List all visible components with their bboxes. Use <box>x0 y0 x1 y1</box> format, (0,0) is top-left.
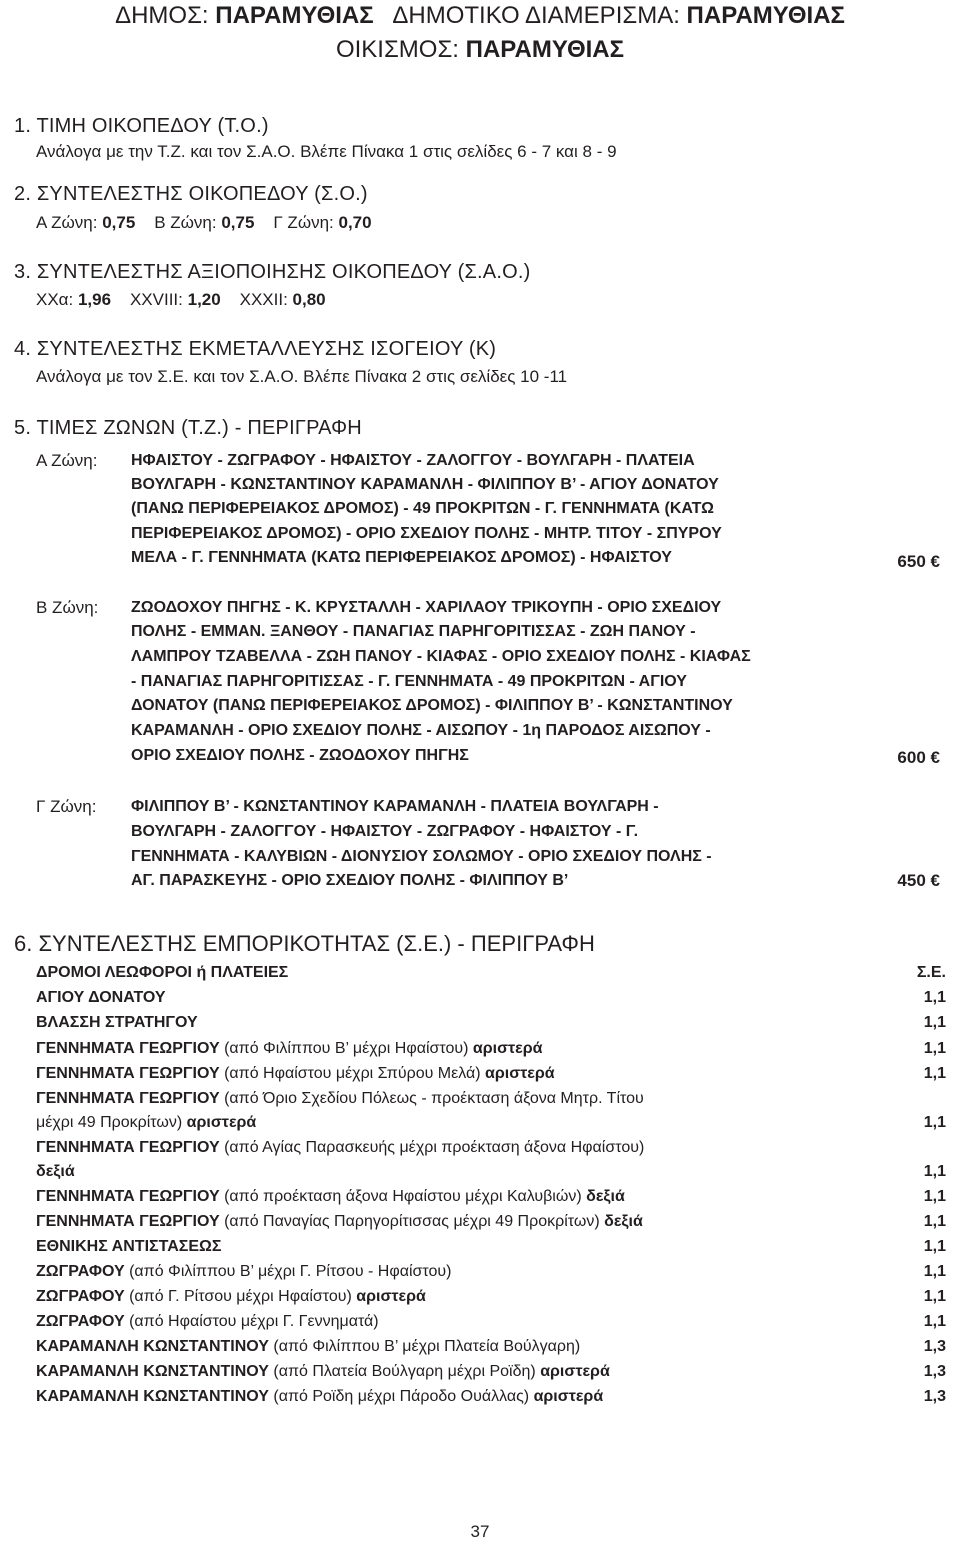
header-value-oikismos: ΠΑΡΑΜΥΘΙΑΣ <box>465 36 625 63</box>
se-row-side: δεξιά <box>586 1188 625 1205</box>
se-row-desc: (από Ηφαίστου μέχρι Σπύρου Μελά) <box>219 1065 486 1082</box>
zone-b-line: ΠΟΛΗΣ - ΕΜΜΑΝ. ΞΑΝΘΟΥ - ΠΑΝΑΓΙΑΣ ΠΑΡΗΓΟΡΙΤΙΣΣΑΣ - ΖΩΗ ΠΑΝΟΥ - <box>131 623 696 640</box>
col-se-header: Σ.Ε. <box>916 964 946 981</box>
se-row-name: ΖΩΓΡΑΦΟΥ <box>36 1263 125 1280</box>
s2-key-a: Α Ζώνη: <box>36 213 98 232</box>
se-row-side: δεξιά <box>36 1163 75 1180</box>
zone-a-price <box>897 552 940 572</box>
se-row-value: 1,1 <box>923 1288 946 1305</box>
section-3-title: 3. ΣΥΝΤΕΛΕΣΤΗΣ ΑΞΙΟΠΟΙΗΣΗΣ ΟΙΚΟΠΕΔΟΥ (Σ.Α.Ο.) <box>14 261 531 283</box>
se-row-side: αριστερά <box>485 1065 555 1082</box>
se-row-side: αριστερά <box>472 1040 543 1057</box>
zone-b-line: ΛΑΜΠΡΟΥ ΤΖΑΒΕΛΛΑ - ΖΩΗ ΠΑΝΟΥ - ΚΙΑΦΑΣ - ΟΡΙΟ ΣΧΕΔΙΟΥ ΠΟΛΗΣ - ΚΙΑΦΑΣ <box>131 648 751 665</box>
zone-a-line: ΒΟΥΛΓΑΡΗ - ΚΩΝΣΤΑΝΤΙΝΟΥ ΚΑΡΑΜΑΝΛΗ - ΦΙΛΙΠΠΟΥ Β’ - ΑΓΙΟΥ ΔΟΝΑΤΟΥ <box>131 476 719 493</box>
zone-b-line: ΚΑΡΑΜΑΝΛΗ - ΟΡΙΟ ΣΧΕΔΙΟΥ ΠΟΛΗΣ - ΑΙΣΩΠΟΥ - 1η ΠΑΡΟΔΟΣ ΑΙΣΩΠΟΥ - <box>131 722 711 739</box>
se-row-side: αριστερά <box>356 1288 426 1305</box>
section-4-text: Ανάλογα με τον Σ.Ε. και τον Σ.Α.Ο. Βλέπε Πίνακα 2 στις σελίδες 10 -11 <box>36 367 568 386</box>
se-row-value: 1,1 <box>923 1163 946 1180</box>
zone-b-price-value: 600 <box>897 748 926 767</box>
header-line-2 <box>0 36 960 64</box>
se-row <box>36 1188 946 1206</box>
se-table-header <box>36 964 946 982</box>
s3-key-a: XXα: <box>36 290 74 309</box>
zone-a-label: Α Ζώνη: <box>36 451 98 470</box>
se-row-name: ΖΩΓΡΑΦΟΥ <box>36 1288 125 1305</box>
s2-val-b: 0,75 <box>221 213 255 232</box>
se-row-name: ΚΑΡΑΜΑΝΛΗ ΚΩΝΣΤΑΝΤΙΝΟΥ <box>36 1388 269 1405</box>
se-row-continued <box>36 1163 946 1181</box>
se-row-continued <box>36 1114 946 1132</box>
se-row <box>36 1090 946 1108</box>
se-row-desc: (από Ηφαίστου μέχρι Γ. Γεννηματά) <box>124 1313 379 1330</box>
zone-b-price <box>897 748 940 768</box>
se-row <box>36 1313 946 1331</box>
se-row-desc: (από Φιλίππου Β’ μέχρι Γ. Ρίτσου - Ηφαίστου) <box>124 1263 452 1280</box>
zone-b-line: ΔΟΝΑΤΟΥ (ΠΑΝΩ ΠΕΡΙΦΕΡΕΙΑΚΟΣ ΔΡΟΜΟΣ) - ΦΙΛΙΠΠΟΥ Β’ - ΚΩΝΣΤΑΝΤΙΝΟΥ <box>131 697 733 714</box>
section-1-title: 1. ΤΙΜΗ ΟΙΚΟΠΕΔΟΥ (Τ.Ο.) <box>14 115 269 137</box>
se-row-name: ΖΩΓΡΑΦΟΥ <box>36 1313 125 1330</box>
se-row-desc: (από προέκταση άξονα Ηφαίστου μέχρι Καλυβιών) <box>219 1188 587 1205</box>
s3-val-b: 1,20 <box>187 290 221 309</box>
s3-key-b: XXVIII: <box>129 290 183 309</box>
se-row-desc: (από Ροϊδη μέχρι Πάροδο Ουάλλας) <box>268 1388 534 1405</box>
euro-icon: € <box>930 871 940 890</box>
section-2-values <box>36 213 372 233</box>
se-row-desc: (από Πλατεία Βούλγαρη μέχρι Ροϊδη) <box>268 1363 541 1380</box>
euro-icon: € <box>930 748 940 767</box>
header-value-diamerisma: ΠΑΡΑΜΥΘΙΑΣ <box>686 2 845 29</box>
s3-val-a: 1,96 <box>77 290 112 309</box>
se-row-side: αριστερά <box>186 1114 257 1131</box>
se-row-name: ΚΑΡΑΜΑΝΛΗ ΚΩΝΣΤΑΝΤΙΝΟΥ <box>36 1363 269 1380</box>
se-row-name: ΑΓΙΟΥ ΔΟΝΑΤΟΥ <box>36 989 166 1006</box>
page-number: 37 <box>470 1522 490 1541</box>
se-row <box>36 1338 946 1356</box>
zone-c-price-value: 450 <box>897 871 926 890</box>
se-row-name: ΓΕΝΝΗΜΑΤΑ ΓΕΩΡΓΙΟΥ <box>36 1090 220 1107</box>
header-line-1 <box>0 2 960 30</box>
se-row-name: ΓΕΝΝΗΜΑΤΑ ΓΕΩΡΓΙΟΥ <box>36 1213 220 1230</box>
zone-b-line: - ΠΑΝΑΓΙΑΣ ΠΑΡΗΓΟΡΙΤΙΣΣΑΣ - Γ. ΓΕΝΝΗΜΑΤΑ - 49 ΠΡΟΚΡΙΤΩΝ - ΑΓΙΟΥ <box>131 673 687 690</box>
section-4-title: 4. ΣΥΝΤΕΛΕΣΤΗΣ ΕΚΜΕΤΑΛΛΕΥΣΗΣ ΙΣΟΓΕΙΟΥ (Κ) <box>14 338 497 360</box>
se-row <box>36 1065 946 1083</box>
se-row-side: αριστερά <box>540 1363 610 1380</box>
se-row-desc: (από Γ. Ρίτσου μέχρι Ηφαίστου) <box>124 1288 357 1305</box>
col-street-header: ΔΡΟΜΟΙ ΛΕΩΦΟΡΟΙ ή ΠΛΑΤΕΙΕΣ <box>36 964 289 981</box>
se-row-value: 1,1 <box>923 1040 946 1057</box>
se-row-name: ΕΘΝΙΚΗΣ ΑΝΤΙΣΤΑΣΕΩΣ <box>36 1238 222 1255</box>
section-1-text: Ανάλογα με την Τ.Ζ. και τον Σ.Α.Ο. Βλέπε Πίνακα 1 στις σελίδες 6 - 7 και 8 - 9 <box>36 142 617 161</box>
se-row <box>36 1014 946 1032</box>
s3-key-c: XXXII: <box>239 290 288 309</box>
s2-key-b: Β Ζώνη: <box>154 213 217 232</box>
se-row-name: ΓΕΝΝΗΜΑΤΑ ΓΕΩΡΓΙΟΥ <box>36 1188 220 1205</box>
section-2-title: 2. ΣΥΝΤΕΛΕΣΤΗΣ ΟΙΚΟΠΕΔΟΥ (Σ.Ο.) <box>14 183 368 205</box>
se-row-desc: (από Φιλίππου Β’ μέχρι Ηφαίστου) <box>219 1040 473 1057</box>
se-row-side: αριστερά <box>533 1388 604 1405</box>
se-row-side: δεξιά <box>604 1213 643 1230</box>
zone-a-line: ΠΕΡΙΦΕΡΕΙΑΚΟΣ ΔΡΟΜΟΣ) - ΟΡΙΟ ΣΧΕΔΙΟΥ ΠΟΛΗΣ - ΜΗΤΡ. ΤΙΤΟΥ - ΣΠΥΡΟΥ <box>131 525 722 542</box>
se-row-value: 1,1 <box>923 989 946 1006</box>
section-3-values <box>36 290 326 310</box>
se-row <box>36 1288 946 1306</box>
s2-key-c: Γ Ζώνη: <box>273 213 334 232</box>
s2-val-a: 0,75 <box>102 213 136 232</box>
zone-b-label: Β Ζώνη: <box>36 598 99 617</box>
se-row-value: 1,1 <box>923 1014 946 1031</box>
header-label-oikismos: ΟΙΚΙΣΜΟΣ: <box>335 36 459 63</box>
se-row-value: 1,1 <box>923 1313 946 1330</box>
zone-c-line: ΦΙΛΙΠΠΟΥ Β’ - ΚΩΝΣΤΑΝΤΙΝΟΥ ΚΑΡΑΜΑΝΛΗ - ΠΛΑΤΕΙΑ ΒΟΥΛΓΑΡΗ - <box>131 798 659 815</box>
se-row-value: 1,1 <box>923 1213 946 1230</box>
se-row-desc: (από Όριο Σχεδίου Πόλεως - προέκταση άξονα Μητρ. Τίτου <box>219 1090 644 1107</box>
se-row-desc: (από Παναγίας Παρηγορίτισσας μέχρι 49 Προκρίτων) <box>219 1213 605 1230</box>
s3-val-c: 0,80 <box>292 290 326 309</box>
se-row-value: 1,1 <box>923 1263 946 1280</box>
zone-a-line: ΗΦΑΙΣΤΟΥ - ΖΩΓΡΑΦΟΥ - ΗΦΑΙΣΤΟΥ - ΖΑΛΟΓΓΟΥ - ΒΟΥΛΓΑΡΗ - ΠΛΑΤΕΙΑ <box>131 452 695 469</box>
se-row-name: ΒΛΑΣΣΗ ΣΤΡΑΤΗΓΟΥ <box>36 1014 198 1031</box>
se-row-name: ΓΕΝΝΗΜΑΤΑ ΓΕΩΡΓΙΟΥ <box>36 1040 220 1057</box>
zone-b-line: ΖΩΟΔΟΧΟΥ ΠΗΓΗΣ - Κ. ΚΡΥΣΤΑΛΛΗ - ΧΑΡΙΛΑΟΥ ΤΡΙΚΟΥΠΗ - ΟΡΙΟ ΣΧΕΔΙΟΥ <box>131 599 722 616</box>
se-row <box>36 1363 946 1381</box>
zone-b-line: ΟΡΙΟ ΣΧΕΔΙΟΥ ΠΟΛΗΣ - ΖΩΟΔΟΧΟΥ ΠΗΓΗΣ <box>131 747 469 764</box>
zone-c-label: Γ Ζώνη: <box>36 797 97 816</box>
se-row-value: 1,1 <box>923 1114 946 1131</box>
se-row-value: 1,3 <box>923 1338 946 1355</box>
se-row-name: ΚΑΡΑΜΑΝΛΗ ΚΩΝΣΤΑΝΤΙΝΟΥ <box>36 1338 269 1355</box>
header-label-diamerisma: ΔΗΜΟΤΙΚΟ ΔΙΑΜΕΡΙΣΜΑ: <box>392 2 680 29</box>
section-5-title: 5. ΤΙΜΕΣ ΖΩΝΩΝ (Τ.Ζ.) - ΠΕΡΙΓΡΑΦΗ <box>14 417 362 439</box>
se-row <box>36 1139 946 1157</box>
zone-c-line: ΒΟΥΛΓΑΡΗ - ΖΑΛΟΓΓΟΥ - ΗΦΑΙΣΤΟΥ - ΖΩΓΡΑΦΟΥ - ΗΦΑΙΣΤΟΥ - Γ. <box>131 823 639 840</box>
se-row-value: 1,3 <box>923 1388 946 1405</box>
se-row <box>36 1040 946 1058</box>
se-row-desc: (από Αγίας Παρασκευής μέχρι προέκταση άξονα Ηφαίστου) <box>219 1139 645 1156</box>
s2-val-c: 0,70 <box>338 213 372 232</box>
se-row-value: 1,3 <box>923 1363 946 1380</box>
zone-c-line: ΓΕΝΝΗΜΑΤΑ - ΚΑΛΥΒΙΩΝ - ΔΙΟΝΥΣΙΟΥ ΣΟΛΩΜΟΥ - ΟΡΙΟ ΣΧΕΔΙΟΥ ΠΟΛΗΣ - <box>131 848 712 865</box>
se-row <box>36 1238 946 1256</box>
se-row <box>36 1388 946 1406</box>
se-row <box>36 1263 946 1281</box>
se-row-name: ΓΕΝΝΗΜΑΤΑ ΓΕΩΡΓΙΟΥ <box>36 1065 220 1082</box>
se-row-value: 1,1 <box>923 1065 946 1082</box>
se-row <box>36 989 946 1007</box>
zone-c-price <box>897 871 940 891</box>
se-row-name: ΓΕΝΝΗΜΑΤΑ ΓΕΩΡΓΙΟΥ <box>36 1139 220 1156</box>
se-row <box>36 1213 946 1231</box>
zone-a-line: ΜΕΛΑ - Γ. ΓΕΝΝΗΜΑΤΑ (ΚΑΤΩ ΠΕΡΙΦΕΡΕΙΑΚΟΣ ΔΡΟΜΟΣ) - ΗΦΑΙΣΤΟΥ <box>131 549 672 566</box>
section-6-title: 6. ΣΥΝΤΕΛΕΣΤΗΣ ΕΜΠΟΡΙΚΟΤΗΤΑΣ (Σ.Ε.) - ΠΕΡΙΓΡΑΦΗ <box>14 931 595 956</box>
se-row-desc-cont: μέχρι 49 Προκρίτων) <box>36 1114 187 1131</box>
euro-icon: € <box>930 552 940 571</box>
zone-a-line: (ΠΑΝΩ ΠΕΡΙΦΕΡΕΙΑΚΟΣ ΔΡΟΜΟΣ) - 49 ΠΡΟΚΡΙΤΩΝ - Γ. ΓΕΝΝΗΜΑΤΑ (ΚΑΤΩ <box>131 500 714 517</box>
zone-c-line: ΑΓ. ΠΑΡΑΣΚΕΥΗΣ - ΟΡΙΟ ΣΧΕΔΙΟΥ ΠΟΛΗΣ - ΦΙΛΙΠΠΟΥ Β’ <box>131 872 569 889</box>
se-row-desc: (από Φιλίππου Β’ μέχρι Πλατεία Βούλγαρη) <box>268 1338 581 1355</box>
se-row-value: 1,1 <box>923 1188 946 1205</box>
se-row-value: 1,1 <box>923 1238 946 1255</box>
header-value-dimos: ΠΑΡΑΜΥΘΙΑΣ <box>215 2 374 29</box>
header-label-dimos: ΔΗΜΟΣ: <box>115 2 209 29</box>
zone-a-price-value: 650 <box>897 552 926 571</box>
